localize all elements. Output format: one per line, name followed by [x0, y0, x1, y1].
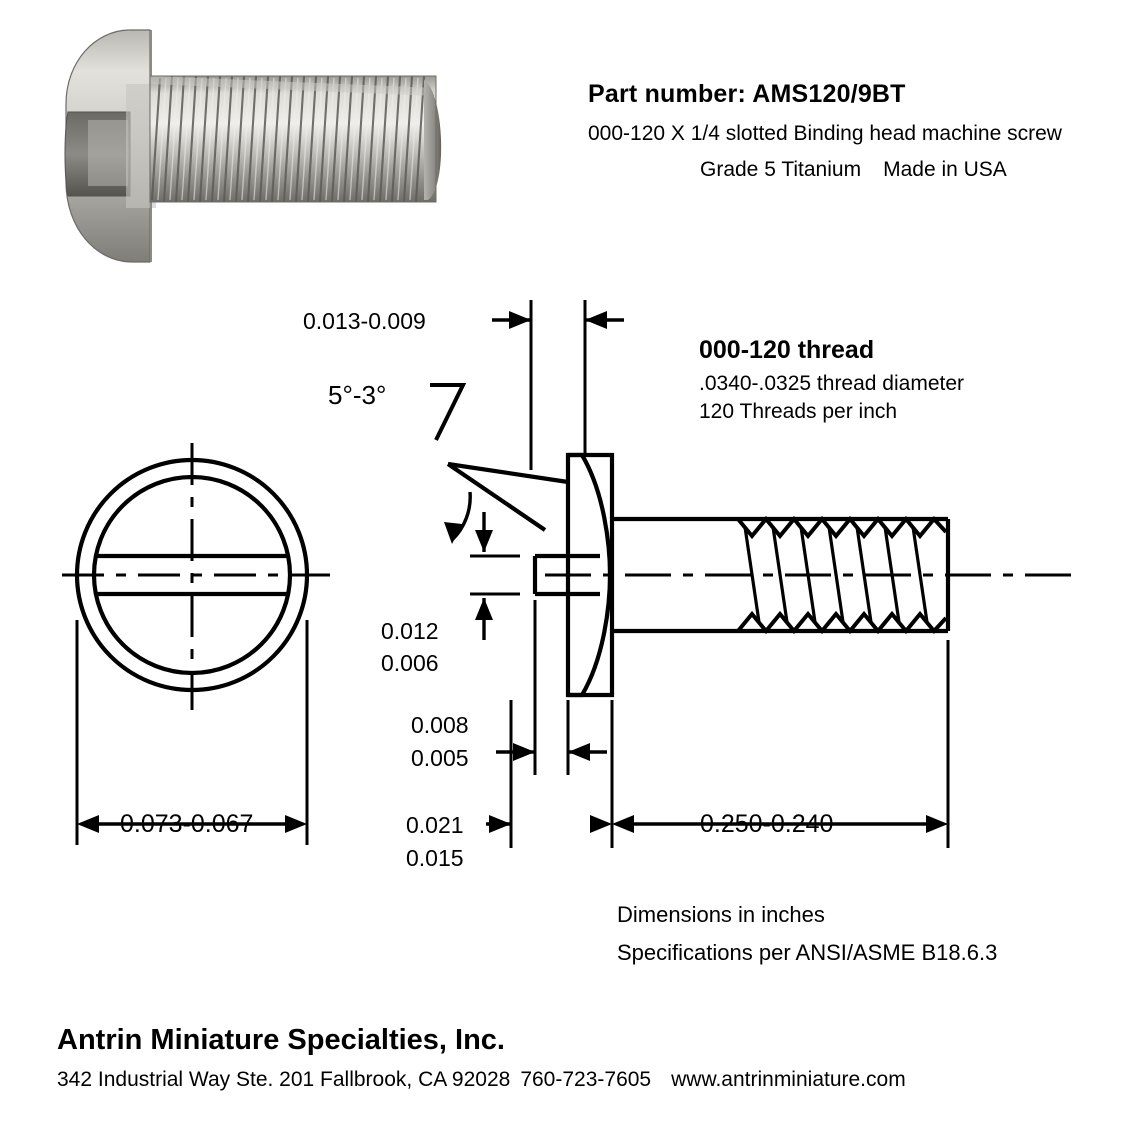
dim-head-diameter-label: 0.073-0.067: [120, 810, 254, 838]
end-view: [77, 460, 307, 690]
angle-leader: [452, 492, 470, 540]
photo-screw-head: [65, 30, 156, 262]
side-view-threads: [735, 519, 948, 631]
photo-screw-threads: [150, 76, 441, 202]
company-address: 342 Industrial Way Ste. 201 Fallbrook, CA 92028: [57, 1068, 511, 1091]
angle-label-leader: [430, 385, 463, 440]
dim-slot-depth-max-label: 0.012: [381, 618, 439, 644]
thread-diameter: .0340-.0325 thread diameter: [699, 372, 965, 395]
note-specification: Specifications per ANSI/ASME B18.6.3: [617, 940, 998, 965]
side-view-shank: [612, 519, 735, 631]
head-thickness-extension-lines: [511, 700, 612, 848]
dim-length-label: 0.250-0.240: [700, 810, 834, 838]
company-phone: 760-723-7605: [520, 1068, 652, 1091]
part-description: 000-120 X 1/4 slotted Binding head machine screw: [588, 122, 1062, 145]
dim-head-height-label: 0.013-0.009: [303, 308, 426, 334]
company-website: www.antrinminiature.com: [671, 1068, 906, 1091]
company-contact-line: [57, 1068, 906, 1092]
slot-depth-extension-lines: [470, 556, 520, 594]
dim-head-angle-label: 5°-3°: [328, 380, 387, 410]
dim-slot-width-min-label: 0.005: [411, 745, 469, 771]
slot-width-extension-lines: [535, 600, 568, 775]
material-grade: Grade 5 Titanium: [700, 158, 862, 181]
part-number-label: Part number:: [588, 80, 753, 108]
dim-slot-width-max-label: 0.008: [411, 712, 469, 738]
note-units: Dimensions in inches: [617, 902, 825, 927]
origin: Made in USA: [883, 158, 1007, 181]
dim-head-thickness-min-label: 0.015: [406, 845, 464, 871]
dim-head-thickness-max-label: 0.021: [406, 812, 464, 838]
thread-callout-title: 000-120 thread: [699, 336, 875, 364]
threads-per-inch: 120 Threads per inch: [699, 400, 898, 423]
part-number-line: [588, 80, 906, 109]
dim-slot-depth-min-label: 0.006: [381, 650, 439, 676]
part-number-value: AMS120/9BT: [752, 80, 906, 108]
side-view-head: [448, 455, 612, 695]
head-height-extension-lines: [531, 300, 585, 470]
grade-origin-line: [700, 158, 1007, 182]
company-name: Antrin Miniature Specialties, Inc.: [57, 1024, 505, 1056]
